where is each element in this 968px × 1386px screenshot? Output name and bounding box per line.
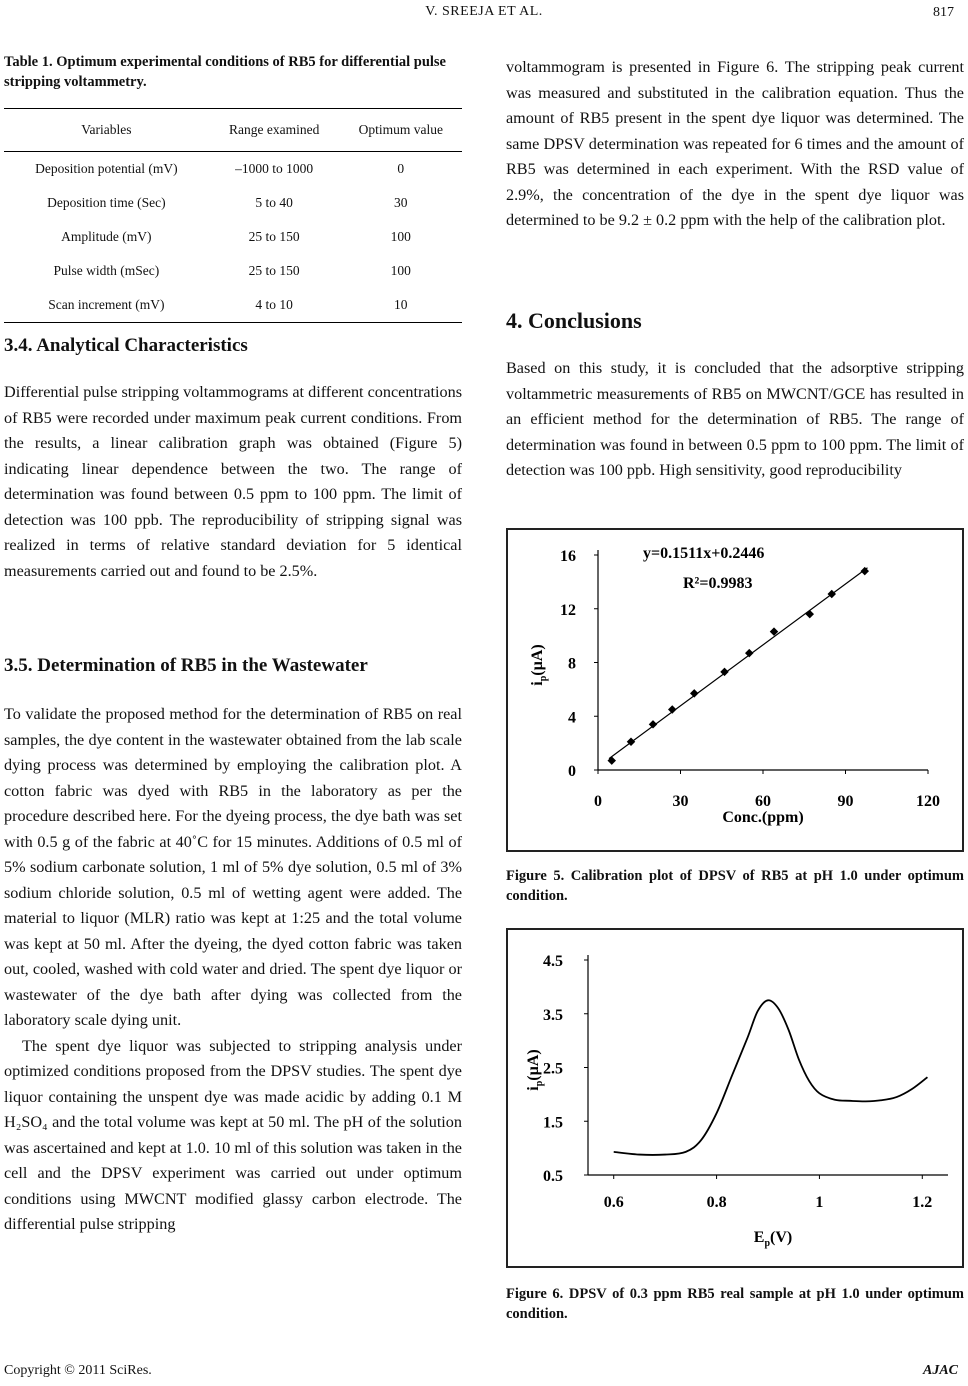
y-tick-label: 2.5 [543, 1060, 563, 1078]
column-header: Range examined [209, 109, 340, 152]
figure6-caption: Figure 6. DPSV of 0.3 ppm RB5 real sample at pH 1.0 under optimum condition. [506, 1286, 964, 1322]
figure6-frame [506, 928, 964, 1268]
table-cell: 4 to 10 [209, 288, 340, 323]
table-cell: 5 to 40 [255, 195, 293, 210]
table-cell: 25 to 150 [248, 263, 300, 278]
paragraph: The spent dye liquor was subjected to stripping analysis under optimized conditions proposed from the DPSV studies. The spent dye liquor containing the unspent dye was made acidic by adding 0.1 M H₂SO₄ and the total volume was kept at 50 ml. The pH of the solution was ascertained and kept at 1.0. 10 ml of this solution was taken in the cell and the DPSV experiment was carried out under optimum conditions using MWCNT modified glassy carbon electrode. The differential pulse stripping [4, 1036, 462, 1233]
table1-caption: Table 1. Optimum experimental conditions of RB5 for differential pulse stripping voltammetry. [4, 54, 446, 90]
y-tick-label: 3.5 [543, 1006, 563, 1024]
running-head: V. SREEJA ET AL. [425, 4, 543, 19]
table-cell: 30 [394, 195, 408, 210]
equation-label: y=0.1511x+0.2446 [643, 545, 765, 562]
y-axis-title: $i_p(\mu A)$ [529, 644, 549, 686]
right-column-continuation [506, 55, 964, 234]
y-tick-label: 12 [560, 601, 576, 619]
data-point [649, 720, 657, 728]
table-cell: 100 [390, 263, 411, 278]
y-tick-label: 1.5 [543, 1114, 563, 1132]
data-point [668, 705, 676, 713]
table-row [4, 186, 462, 220]
page-number: 817 [933, 5, 954, 20]
paragraph: To validate the proposed method for the determination of RB5 on real samples, the dye content in the wastewater obtained from the lab scale dying process was determined by employing the calibration plot. A cotton fabric was dyed with RB5 in the laboratory as per the procedure described here. For the dyeing process, the dye bath was set with 0.5 g of the fabric at 40˚C for 15 minutes. Additions of 0.5 ml of 5% sodium carbonate solution, 1 ml of 5% dye solution, 0.5 ml of 3% sodium chloride solution, 0.5 ml of wetting agent were added. The material to liquor (MLR) ratio was kept at 1:25 and the total volume was kept at 50 ml. After the dyeing, the dyed cotton fabric was taken out, cooled, washed with cold water and dried. The spent dye liquor or wastewater of the dye bath after dying was collected from the laboratory scale dying unit. [4, 705, 462, 1029]
trendline [609, 568, 868, 759]
table-cell: –1000 to 1000 [235, 161, 314, 176]
table-row [4, 220, 462, 254]
x-tick-label: 90 [837, 793, 854, 810]
footer-copyright: Copyright © 2011 SciRes. [4, 1363, 152, 1378]
y-tick-label: 0.5 [543, 1168, 563, 1185]
voltammogram-curve [614, 1000, 928, 1155]
x-axis-title: Conc.(ppm) [722, 809, 804, 826]
column-header: Variables [4, 109, 209, 152]
x-tick-label: 0.8 [706, 1194, 727, 1211]
table-row [4, 152, 462, 187]
r-squared-label: R²=0.9983 [683, 575, 753, 592]
table-cell: 100 [390, 229, 411, 244]
section-heading-3-4: 3.4. Analytical Characteristics [4, 335, 248, 356]
table-cell: Scan increment (mV) [4, 288, 209, 323]
x-tick-label: 1.2 [912, 1194, 933, 1211]
x-tick-label: 30 [672, 793, 689, 810]
y-tick-label: 4 [568, 709, 576, 727]
table-row [4, 288, 462, 323]
figure6-chart [508, 930, 962, 1266]
section-3-5-body [4, 702, 462, 1238]
paragraph: voltammogram is presented in Figure 6. The stripping peak current was measured and substituted in the calibration equation. Thus the amount of RB5 present in the spent dye liquor was determined. The same DPSV determination was repeated for 6 times and the amount of RB5 was determined in each experiment. With the RSD value of 2.9%, the concentration of the dye in the spent dye liquor was determined to be 9.2 ± 0.2 ppm with the help of the calibration plot. [506, 58, 964, 229]
data-point [745, 649, 753, 657]
figure5-frame [506, 528, 964, 852]
x-tick-label: 0 [594, 793, 602, 810]
x-tick-label: 1 [815, 1194, 824, 1211]
x-tick-label: 120 [916, 793, 940, 810]
y-tick-label: 8 [568, 655, 576, 673]
y-axis-title: $i_p(\mu A)$ [525, 1049, 545, 1091]
table1 [4, 108, 462, 323]
column-header: Optimum value [340, 109, 462, 152]
table-cell: Amplitude (mV) [61, 229, 152, 244]
data-point [806, 610, 814, 618]
y-tick-label: 16 [560, 548, 576, 565]
y-tick-label: 0 [568, 763, 576, 780]
footer-journal: AJAC [922, 1363, 958, 1378]
x-tick-label: 60 [755, 793, 771, 810]
table-row [4, 254, 462, 288]
table-cell: Deposition time (Sec) [47, 195, 166, 210]
figure5-chart [508, 530, 962, 850]
data-point [690, 689, 698, 697]
table-cell: Pulse width (mSec) [53, 263, 160, 278]
data-point [608, 756, 616, 764]
x-axis-title: $E_p(V)$ [753, 1229, 793, 1249]
paragraph: Based on this study, it is concluded that the adsorptive stripping voltammetric measurements of RB5 on MWCNT/GCE has resulted in an efficient method for the determination of RB5. The range of determination was found in between 0.5 ppm to 100 ppm. The limit of detection was 100 ppb. High sensitivity, good reproducibility [506, 359, 964, 479]
section-3-4-body [4, 380, 462, 584]
section-heading-4: 4. Conclusions [506, 308, 642, 333]
section-4-body [506, 356, 964, 484]
figure5-caption: Figure 5. Calibration plot of DPSV of RB5 at pH 1.0 under optimum condition. [506, 868, 964, 904]
section-heading-3-5: 3.5. Determination of RB5 in the Wastewater [4, 655, 368, 676]
paragraph: Differential pulse stripping voltammograms at different concentrations of RB5 were recorded under maximum peak current conditions. From the results, a linear calibration graph was obtained (Figure 5) indicating linear dependence between the two. The range of determination was found between 0.5 ppm to 100 ppm. The limit of detection was 100 ppb. The reproducibility of stripping signal was realized in terms of relative standard deviation for 5 identical measurements carried out and found to be 2.5%. [4, 383, 462, 580]
table-cell: 10 [340, 288, 462, 323]
y-tick-label: 4.5 [543, 953, 563, 970]
x-tick-label: 0.6 [603, 1194, 624, 1211]
table-cell: 25 to 150 [248, 229, 300, 244]
table-cell: 0 [397, 161, 405, 176]
table-cell: Deposition potential (mV) [35, 161, 178, 176]
table-header-row [4, 109, 462, 152]
